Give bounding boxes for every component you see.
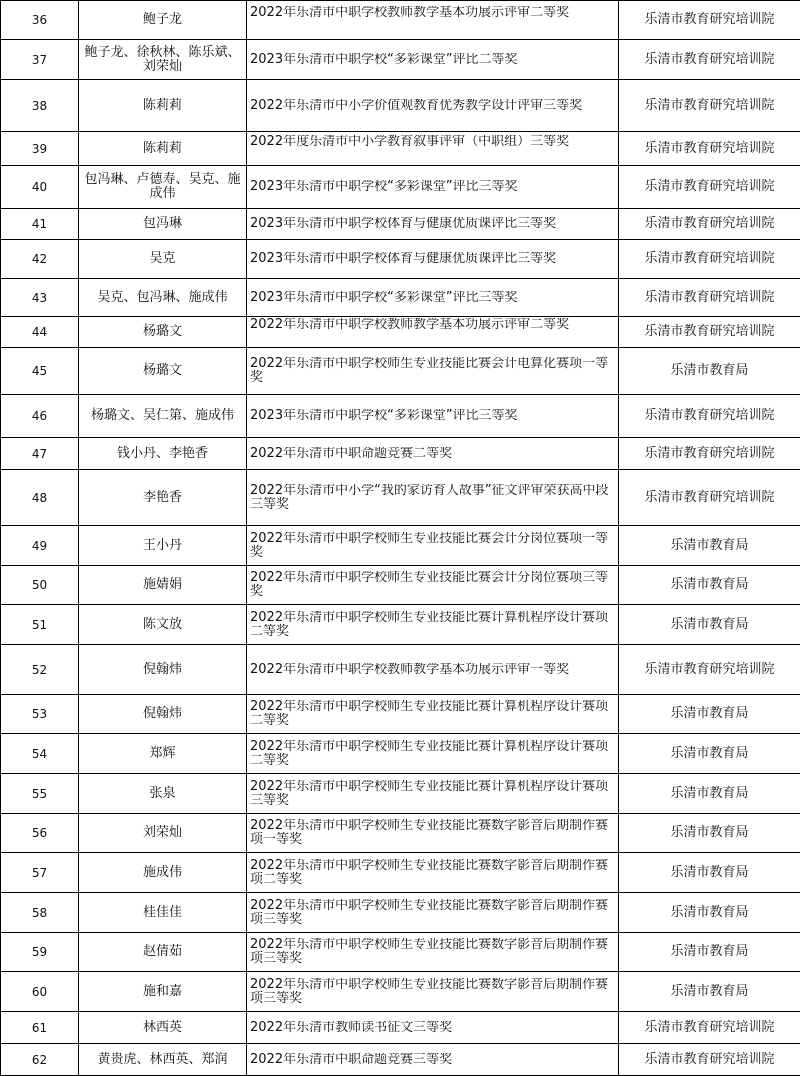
teacher-name: 包冯琳、卢德寿、吴克、施成伟 xyxy=(79,166,247,209)
table-row xyxy=(1,814,800,853)
award-title xyxy=(247,166,619,209)
teacher-name: 施成伟 xyxy=(79,853,247,893)
teacher-name: 陈莉莉 xyxy=(79,132,247,166)
teacher-name: 杨璐文 xyxy=(79,348,247,395)
award-text: 2022年乐清市中职学校教师教学基本功展示评审二等奖 xyxy=(250,6,616,34)
table-row xyxy=(1,40,800,80)
issuing-organization: 乐清市教育局 xyxy=(619,853,800,893)
award-text: 2023年乐清市中职学校“多彩课堂”评比三等奖 xyxy=(250,291,616,305)
teacher-name: 黄贵虎、林西英、郑润 xyxy=(79,1044,247,1076)
award-title xyxy=(247,438,619,470)
teacher-name: 张泉 xyxy=(79,774,247,814)
row-number: 60 xyxy=(1,972,79,1012)
issuing-organization: 乐清市教育局 xyxy=(619,695,800,734)
table-row xyxy=(1,566,800,605)
issuing-organization: 乐清市教育局 xyxy=(619,526,800,566)
award-text: 2023年乐清市中职学校“多彩课堂”评比二等奖 xyxy=(250,53,616,67)
issuing-organization: 乐清市教育研究培训院 xyxy=(619,645,800,695)
teacher-name: 施和嘉 xyxy=(79,972,247,1012)
row-number: 37 xyxy=(1,40,79,80)
award-title xyxy=(247,132,619,166)
table-row xyxy=(1,132,800,166)
issuing-organization: 乐清市教育局 xyxy=(619,814,800,853)
table-row xyxy=(1,317,800,348)
issuing-organization: 乐清市教育局 xyxy=(619,348,800,395)
row-number: 40 xyxy=(1,166,79,209)
table-row xyxy=(1,526,800,566)
table-row xyxy=(1,166,800,209)
teacher-name: 施婧娟 xyxy=(79,566,247,605)
teacher-name: 李艳香 xyxy=(79,470,247,526)
award-text: 2022年乐清市中职学校师生专业技能比赛数字影音后期制作赛项三等奖 xyxy=(250,978,616,1006)
award-text: 2022年乐清市中职学校师生专业技能比赛计算机程序设计赛项二等奖 xyxy=(250,611,616,639)
issuing-organization: 乐清市教育研究培训院 xyxy=(619,279,800,317)
row-number: 51 xyxy=(1,605,79,645)
award-text: 2023年乐清市中职学校体育与健康优质课评比三等奖 xyxy=(250,252,616,266)
row-number: 39 xyxy=(1,132,79,166)
row-number: 41 xyxy=(1,209,79,240)
award-text: 2022年乐清市中职学校师生专业技能比赛会计分岗位赛项一等奖 xyxy=(250,532,616,560)
teacher-name: 赵倩茹 xyxy=(79,933,247,972)
row-number: 61 xyxy=(1,1012,79,1044)
award-text: 2023年乐清市中职学校体育与健康优质课评比三等奖 xyxy=(250,217,616,231)
table-row xyxy=(1,1044,800,1076)
table-row xyxy=(1,348,800,395)
row-number: 44 xyxy=(1,317,79,348)
award-text: 2023年乐清市中职学校“多彩课堂”评比三等奖 xyxy=(250,180,616,194)
award-text: 2022年乐清市中职命题竞赛三等奖 xyxy=(250,1053,616,1067)
table-row xyxy=(1,605,800,645)
table-row xyxy=(1,933,800,972)
row-number: 49 xyxy=(1,526,79,566)
issuing-organization: 乐清市教育研究培训院 xyxy=(619,132,800,166)
award-text: 2022年乐清市中职学校师生专业技能比赛会计电算化赛项一等奖 xyxy=(250,357,616,385)
issuing-organization: 乐清市教育研究培训院 xyxy=(619,1012,800,1044)
teacher-name: 陈文放 xyxy=(79,605,247,645)
teacher-name: 包冯琳 xyxy=(79,209,247,240)
table-row xyxy=(1,279,800,317)
issuing-organization: 乐清市教育研究培训院 xyxy=(619,395,800,438)
issuing-organization: 乐清市教育研究培训院 xyxy=(619,240,800,279)
teacher-name: 倪翰炜 xyxy=(79,695,247,734)
award-title xyxy=(247,853,619,893)
row-number: 58 xyxy=(1,893,79,933)
row-number: 59 xyxy=(1,933,79,972)
teacher-name: 郑辉 xyxy=(79,734,247,774)
row-number: 53 xyxy=(1,695,79,734)
row-number: 38 xyxy=(1,80,79,132)
row-number: 62 xyxy=(1,1044,79,1076)
row-number: 50 xyxy=(1,566,79,605)
award-title xyxy=(247,1012,619,1044)
table-row xyxy=(1,240,800,279)
table-row xyxy=(1,972,800,1012)
teacher-name: 吴克、包冯琳、施成伟 xyxy=(79,279,247,317)
award-text: 2022年度乐清市中小学教育叙事评审（中职组）三等奖 xyxy=(250,135,616,163)
teacher-name: 钱小丹、李艳香 xyxy=(79,438,247,470)
teacher-name: 鲍子龙、徐秋林、陈乐斌、刘荣灿 xyxy=(79,40,247,80)
award-title xyxy=(247,317,619,348)
award-text: 2022年乐清市中职命题竞赛二等奖 xyxy=(250,447,616,461)
row-number: 57 xyxy=(1,853,79,893)
row-number: 46 xyxy=(1,395,79,438)
award-text: 2022年乐清市教师读书征文三等奖 xyxy=(250,1021,616,1035)
award-text: 2023年乐清市中职学校“多彩课堂”评比三等奖 xyxy=(250,409,616,423)
teacher-name: 王小丹 xyxy=(79,526,247,566)
issuing-organization: 乐清市教育研究培训院 xyxy=(619,317,800,348)
issuing-organization: 乐清市教育局 xyxy=(619,933,800,972)
award-title xyxy=(247,279,619,317)
table-row xyxy=(1,395,800,438)
award-text: 2022年乐清市中职学校师生专业技能比赛数字影音后期制作赛项三等奖 xyxy=(250,899,616,927)
table-row xyxy=(1,893,800,933)
award-title xyxy=(247,1,619,40)
table-row xyxy=(1,734,800,774)
award-title xyxy=(247,695,619,734)
teacher-name: 倪翰炜 xyxy=(79,645,247,695)
issuing-organization: 乐清市教育研究培训院 xyxy=(619,470,800,526)
table-row xyxy=(1,1012,800,1044)
award-text: 2022年乐清市中职学校师生专业技能比赛数字影音后期制作赛项一等奖 xyxy=(250,819,616,847)
row-number: 56 xyxy=(1,814,79,853)
issuing-organization: 乐清市教育局 xyxy=(619,893,800,933)
award-text: 2022年乐清市中职学校师生专业技能比赛计算机程序设计赛项三等奖 xyxy=(250,780,616,808)
table-row xyxy=(1,209,800,240)
award-title xyxy=(247,566,619,605)
award-text: 2022年乐清市中小学“我的家访育人故事”征文评审荣获高中段三等奖 xyxy=(250,484,616,512)
teacher-name: 陈莉莉 xyxy=(79,80,247,132)
award-text: 2022年乐清市中职学校师生专业技能比赛数字影音后期制作赛项三等奖 xyxy=(250,938,616,966)
issuing-organization: 乐清市教育局 xyxy=(619,605,800,645)
issuing-organization: 乐清市教育局 xyxy=(619,972,800,1012)
award-title xyxy=(247,893,619,933)
row-number: 52 xyxy=(1,645,79,695)
row-number: 43 xyxy=(1,279,79,317)
award-text: 2022年乐清市中职学校师生专业技能比赛数字影音后期制作赛项二等奖 xyxy=(250,859,616,887)
table-row xyxy=(1,80,800,132)
row-number: 47 xyxy=(1,438,79,470)
issuing-organization: 乐清市教育局 xyxy=(619,734,800,774)
issuing-organization: 乐清市教育研究培训院 xyxy=(619,1044,800,1076)
teacher-name: 刘荣灿 xyxy=(79,814,247,853)
award-title xyxy=(247,605,619,645)
award-text: 2022年乐清市中职学校师生专业技能比赛计算机程序设计赛项二等奖 xyxy=(250,700,616,728)
issuing-organization: 乐清市教育局 xyxy=(619,566,800,605)
award-text: 2022年乐清市中职学校师生专业技能比赛计算机程序设计赛项二等奖 xyxy=(250,740,616,768)
award-title xyxy=(247,209,619,240)
award-title xyxy=(247,395,619,438)
table-row xyxy=(1,470,800,526)
teacher-name: 吴克 xyxy=(79,240,247,279)
table-row xyxy=(1,853,800,893)
award-title xyxy=(247,348,619,395)
award-title xyxy=(247,240,619,279)
table-row xyxy=(1,695,800,734)
issuing-organization: 乐清市教育局 xyxy=(619,774,800,814)
award-text: 2022年乐清市中职学校师生专业技能比赛会计分岗位赛项三等奖 xyxy=(250,571,616,599)
award-title xyxy=(247,774,619,814)
award-text: 2022年乐清市中小学价值观教育优秀教学设计评审三等奖 xyxy=(250,99,616,113)
award-title xyxy=(247,526,619,566)
teacher-name: 杨璐文、吴仁第、施成伟 xyxy=(79,395,247,438)
issuing-organization: 乐清市教育研究培训院 xyxy=(619,80,800,132)
teacher-name: 林西英 xyxy=(79,1012,247,1044)
award-title xyxy=(247,470,619,526)
row-number: 55 xyxy=(1,774,79,814)
row-number: 42 xyxy=(1,240,79,279)
award-title xyxy=(247,933,619,972)
issuing-organization: 乐清市教育研究培训院 xyxy=(619,438,800,470)
row-number: 36 xyxy=(1,1,79,40)
award-title xyxy=(247,1044,619,1076)
table-row xyxy=(1,774,800,814)
award-title xyxy=(247,40,619,80)
award-title xyxy=(247,814,619,853)
table-row xyxy=(1,645,800,695)
table-row xyxy=(1,1,800,40)
table-row xyxy=(1,438,800,470)
award-title xyxy=(247,972,619,1012)
row-number: 48 xyxy=(1,470,79,526)
award-title xyxy=(247,734,619,774)
teacher-name: 杨璐文 xyxy=(79,317,247,348)
award-title xyxy=(247,80,619,132)
teacher-name: 鲍子龙 xyxy=(79,1,247,40)
issuing-organization: 乐清市教育研究培训院 xyxy=(619,166,800,209)
award-text: 2022年乐清市中职学校教师教学基本功展示评审二等奖 xyxy=(250,318,616,346)
issuing-organization: 乐清市教育研究培训院 xyxy=(619,209,800,240)
row-number: 45 xyxy=(1,348,79,395)
issuing-organization: 乐清市教育研究培训院 xyxy=(619,40,800,80)
award-title xyxy=(247,645,619,695)
teacher-name: 桂佳佳 xyxy=(79,893,247,933)
row-number: 54 xyxy=(1,734,79,774)
awards-table-body xyxy=(1,1,800,1076)
issuing-organization: 乐清市教育研究培训院 xyxy=(619,1,800,40)
award-text: 2022年乐清市中职学校教师教学基本功展示评审一等奖 xyxy=(250,663,616,677)
